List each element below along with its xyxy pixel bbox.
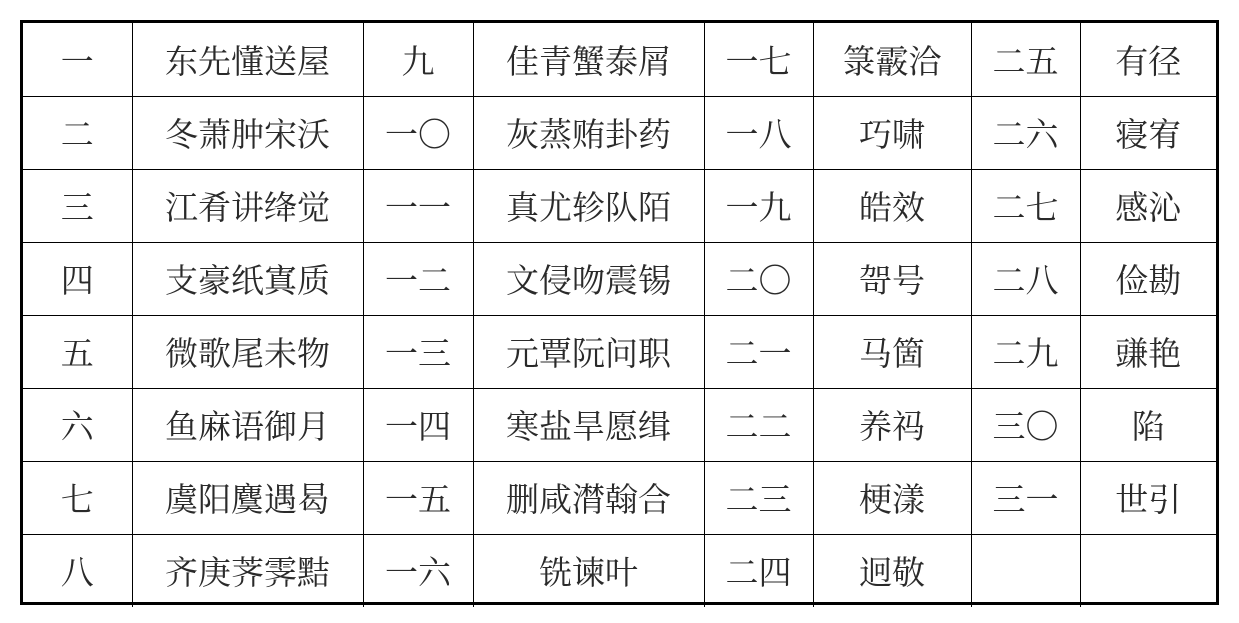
rhyme-number-cell: 三〇 [971,388,1080,461]
rhyme-number-cell: 七 [23,461,132,534]
rhyme-characters-cell: 冬萧肿宋沃 [132,96,363,169]
rhyme-number-cell: 一三 [363,315,473,388]
rhyme-number-cell: 一九 [704,169,813,242]
table-row [23,96,1216,169]
rhyme-number-cell: 一二 [363,242,473,315]
rhyme-characters-cell [1080,534,1216,607]
rhyme-characters-cell: 皓效 [813,169,971,242]
rhyme-number-cell: 一七 [704,23,813,96]
rhyme-characters-cell: 鱼麻语御月 [132,388,363,461]
rhyme-characters-cell: 齐庚荠霁黠 [132,534,363,607]
rhyme-characters-cell: 哿号 [813,242,971,315]
rhyme-table [23,23,1216,607]
rhyme-characters-cell: 江肴讲绛觉 [132,169,363,242]
rhyme-characters-cell: 迥敬 [813,534,971,607]
rhyme-characters-cell: 支豪纸寘质 [132,242,363,315]
rhyme-characters-cell: 有径 [1080,23,1216,96]
rhyme-number-cell: 四 [23,242,132,315]
rhyme-characters-cell: 文侵吻震锡 [473,242,704,315]
table-row [23,534,1216,607]
rhyme-number-cell: 一八 [704,96,813,169]
rhyme-number-cell: 五 [23,315,132,388]
rhyme-characters-cell: 虞阳麌遇曷 [132,461,363,534]
rhyme-number-cell: 二一 [704,315,813,388]
rhyme-number-cell: 二七 [971,169,1080,242]
rhyme-number-cell: 三 [23,169,132,242]
rhyme-characters-cell: 元覃阮问职 [473,315,704,388]
rhyme-number-cell: 一四 [363,388,473,461]
rhyme-number-cell: 一六 [363,534,473,607]
rhyme-characters-cell: 灰蒸贿卦药 [473,96,704,169]
rhyme-number-cell: 六 [23,388,132,461]
rhyme-characters-cell: 马箇 [813,315,971,388]
rhyme-characters-cell: 梗漾 [813,461,971,534]
rhyme-characters-cell: 俭勘 [1080,242,1216,315]
rhyme-number-cell: 二四 [704,534,813,607]
rhyme-number-cell: 二九 [971,315,1080,388]
table-row [23,23,1216,96]
rhyme-number-cell: 二八 [971,242,1080,315]
rhyme-characters-cell: 箓霰洽 [813,23,971,96]
rhyme-number-cell: 八 [23,534,132,607]
rhyme-table-frame [20,20,1219,605]
rhyme-number-cell: 二六 [971,96,1080,169]
rhyme-characters-cell: 铣谏叶 [473,534,704,607]
table-row [23,315,1216,388]
rhyme-characters-cell: 寝宥 [1080,96,1216,169]
rhyme-number-cell: 二三 [704,461,813,534]
rhyme-characters-cell: 真尤轸队陌 [473,169,704,242]
table-row [23,461,1216,534]
rhyme-number-cell: 一一 [363,169,473,242]
rhyme-characters-cell: 佳青蟹泰屑 [473,23,704,96]
rhyme-characters-cell: 删咸潸翰合 [473,461,704,534]
rhyme-number-cell: 二二 [704,388,813,461]
rhyme-characters-cell: 微歌尾未物 [132,315,363,388]
rhyme-characters-cell: 东先懂送屋 [132,23,363,96]
rhyme-number-cell: 一〇 [363,96,473,169]
rhyme-table-body [23,23,1216,607]
rhyme-characters-cell: 豏艳 [1080,315,1216,388]
rhyme-number-cell: 二五 [971,23,1080,96]
rhyme-number-cell: 一五 [363,461,473,534]
table-row [23,388,1216,461]
rhyme-characters-cell: 寒盐旱愿缉 [473,388,704,461]
rhyme-characters-cell: 巧啸 [813,96,971,169]
rhyme-characters-cell: 陷 [1080,388,1216,461]
rhyme-number-cell: 二 [23,96,132,169]
table-row [23,242,1216,315]
table-row [23,169,1216,242]
rhyme-characters-cell: 养祃 [813,388,971,461]
rhyme-number-cell [971,534,1080,607]
rhyme-characters-cell: 世引 [1080,461,1216,534]
rhyme-number-cell: 二〇 [704,242,813,315]
rhyme-number-cell: 三一 [971,461,1080,534]
rhyme-number-cell: 一 [23,23,132,96]
rhyme-characters-cell: 感沁 [1080,169,1216,242]
rhyme-number-cell: 九 [363,23,473,96]
